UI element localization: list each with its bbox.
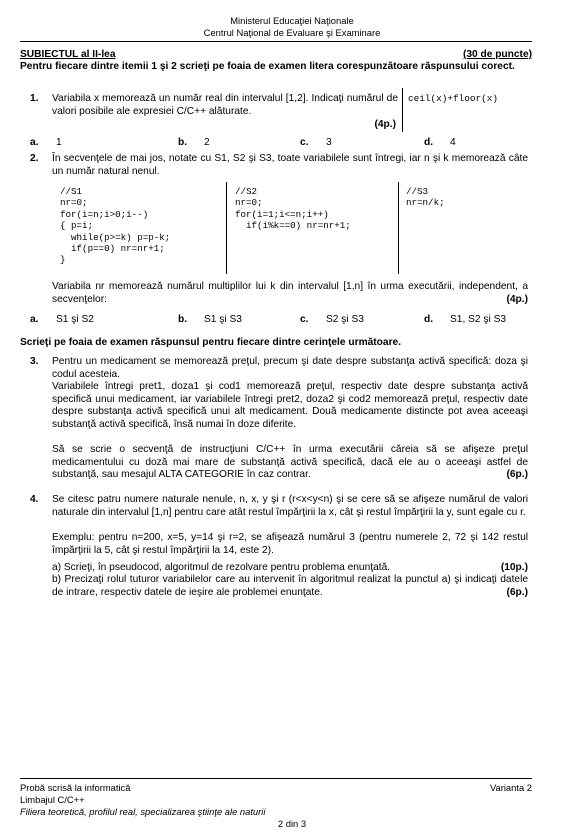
q2-text: În secvenţele de mai jos, notate cu S1, S2 şi S3, toate variabilele sunt întregi, iar n şi k memorează câte un număr natural nenul. [52,153,528,177]
footer-line-1: Probă scrisă la informatică [20,782,131,793]
q2-points: (4p.) [506,293,528,305]
instruction-2: Scrieţi pe foaia de examen răspunsul pentru fiecare dintre cerinţele următoare. [20,337,402,348]
section-points: (30 de puncte) [462,49,532,60]
header-rule [20,41,532,42]
q1-points: (4p.) [374,119,396,130]
center-header: Centrul Naţional de Evaluare şi Examinare [203,27,381,38]
q4-para-1: Se citesc patru numere naturale nenule, n, x, y şi r (r<x<y<n) şi se cere să se afişeze numărul de valori naturale din intervalul [1,n] pentru care atât restul împărţirii la x, cât şi restul împărţirii la y, sunt egale cu r. [52,494,528,518]
footer-line-3: Filiera teoretică, profilul real, specializarea ştiinţe ale naturii [20,806,266,817]
q2-code-s1: //S1 nr=0; for(i=n;i>0;i--) { p=i; while(p>=k) p=p-k; if(p==0) nr=nr+1; } [60,186,171,266]
q4-part-b-points: (6p.) [506,586,528,598]
q1-expression: ceil(x)+floor(x) [408,93,499,104]
q4-part-a-points: (10p.) [500,562,528,573]
q2-code-s3: //S3 nr=n/k; [406,186,445,209]
q3-points: (6p.) [506,469,528,481]
q1-option-b: b. 2 [178,137,210,148]
q2-option-b: b. S1 şi S3 [178,314,242,325]
q1-option-a: a. 1 [30,137,62,148]
q3-number: 3. [30,356,39,367]
q4-part-a: a) Scrieţi, în pseudocod, algoritmul de rezolvare pentru problema enunţată. (10p.) [52,562,528,573]
instruction-1: Pentru fiecare dintre itemii 1 şi 2 scrieţi pe foaia de examen litera corespunzătoare răspunsului corect. [20,61,515,72]
section-title: SUBIECTUL al II-lea [20,49,116,60]
q2-number: 2. [30,153,39,164]
q4-number: 4. [30,494,39,505]
footer-variant: Varianta 2 [489,782,532,793]
q2-option-a: a. S1 şi S2 [30,314,94,325]
q1-option-c: c. 3 [300,137,332,148]
q1-divider [402,88,403,132]
footer-line-2: Limbajul C/C++ [20,794,85,805]
q3-para-2: Variabilele întregi pret1, doza1 şi cod1 memorează preţul, respectiv date despre substanţa activă specifică unui medicament, iar variabilele întregi pret2, doza2 şi cod2 memorează preţul, respectiv date despre substanţa activă specifică unui alt medicament. Două medicamente distincte pot avea aceeaşi substanţă activă specifică, însă numai în doze diferite. [52,381,528,430]
q1-option-d: d. 4 [424,137,456,148]
q4-part-b: b) Precizaţi rolul tuturor variabilelor care au intervenit în algoritmul realizat la punctul a) şi indicaţi datele de intrare, respectiv datele de ieşire ale problemei enunţate. (6p.) [52,574,528,598]
q1-text: Variabila x memorează un număr real din intervalul [1,2]. Indicaţi numărul de valori posibile ale expresiei C/C++ alăturate. [52,93,398,117]
q3-para-3: Să se scrie o secvenţă de instrucţiuni C/C++ în urma executării căreia să se afişeze preţul medicamentului cu doză mai mare de substanţă activă specifică, dacă ele au o aceeaşi astfel de substanţă, sau mesajul ALTA CATEGORIE în caz contrar. (6p.) [52,444,528,481]
q3-para-1: Pentru un medicament se memorează preţul, precum şi date despre substanţa activă specifică: doza şi codul acesteia. [52,356,528,380]
q4-example: Exemplu: pentru n=200, x=5, y=14 şi r=2, se afişează numărul 3 (pentru numerele 2, 72 şi 142 restul împărţirii la 5, cât şi restul împărţirii la 14, este 2). [52,532,528,556]
footer-rule [20,778,532,779]
footer-page-number: 2 din 3 [277,818,307,829]
q2-divider-2 [398,182,399,274]
q2-option-c: c. S2 şi S3 [300,314,364,325]
q2-text2: Variabila nr memorează numărul multiplilor lui k din intervalul [1,n] în urma executării, independent, a secvenţelor: (4p.) [52,281,528,305]
q1-number: 1. [30,93,39,104]
q2-divider-1 [226,182,227,274]
ministry-header: Ministerul Educaţiei Naţionale [230,15,354,26]
q2-code-s2: //S2 nr=0; for(i=1;i<=n;i++) if(i%k==0) nr=nr+1; [235,186,351,232]
q2-option-d: d. S1, S2 şi S3 [424,314,507,325]
